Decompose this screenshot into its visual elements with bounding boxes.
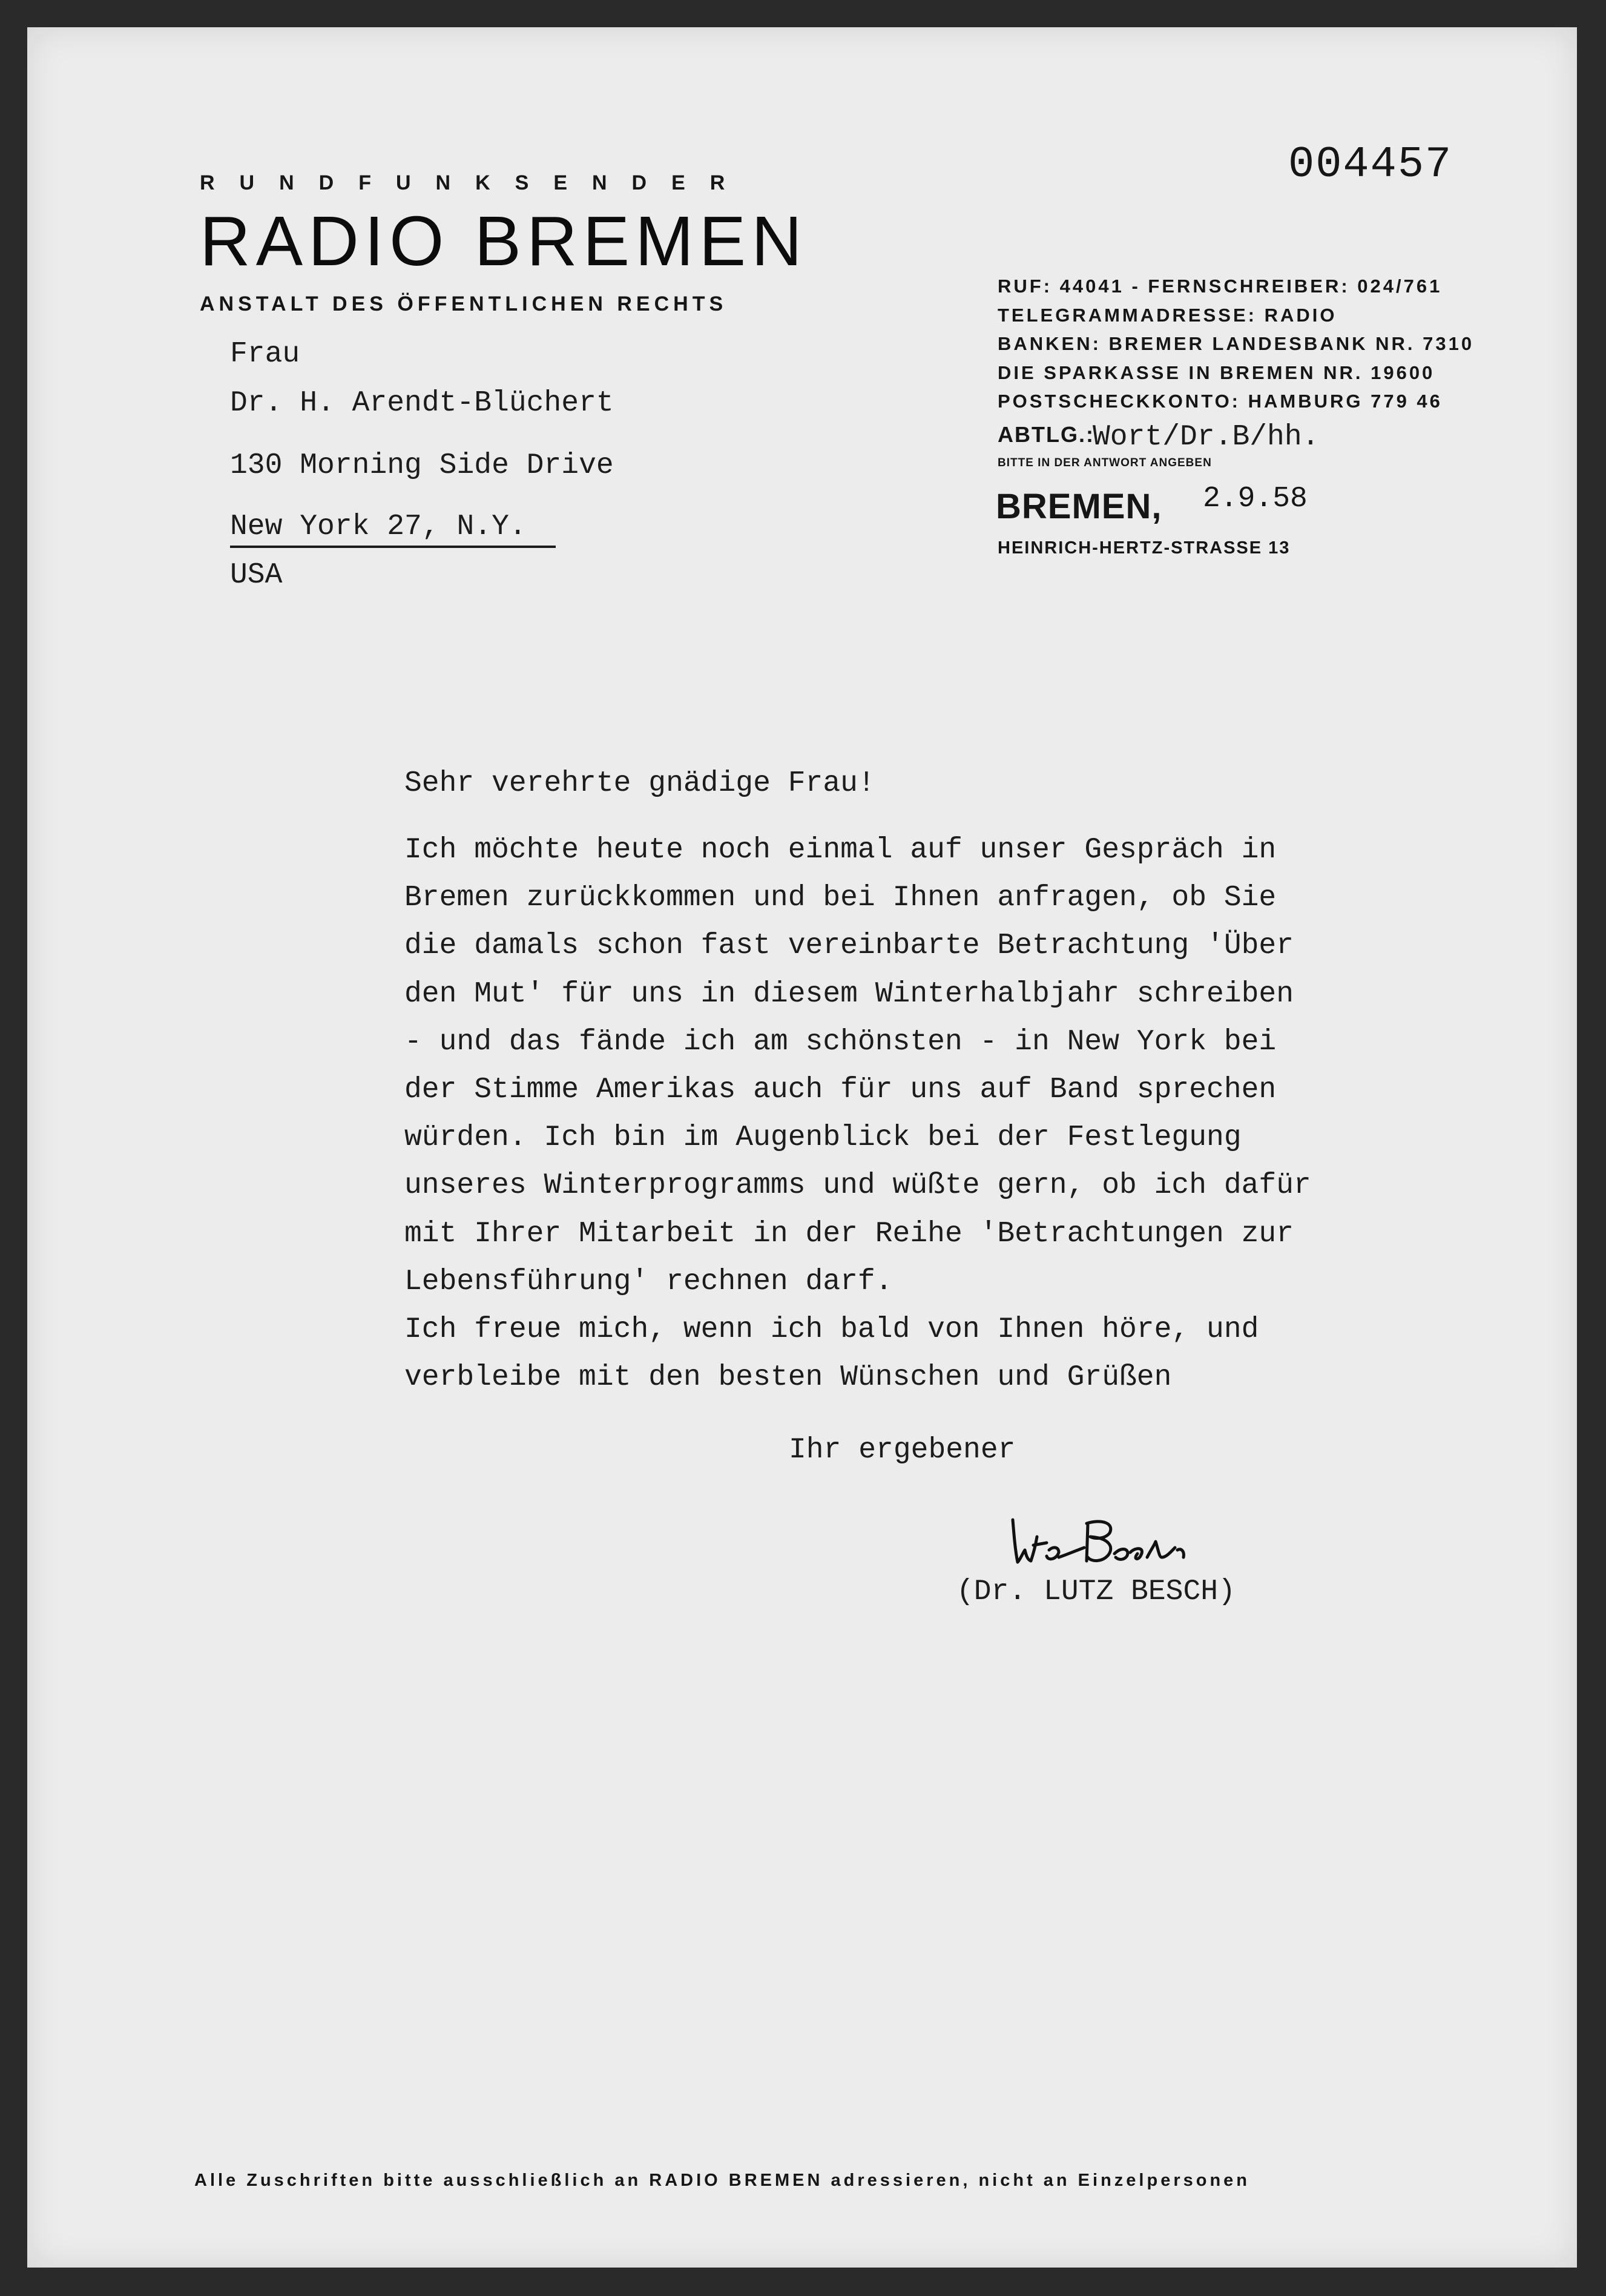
contact-telegram: TELEGRAMMADRESSE: RADIO: [998, 305, 1337, 326]
closing: Ihr ergebener: [789, 1434, 1016, 1466]
letterhead-name: RADIO BREMEN: [200, 202, 808, 280]
document-number: 004457: [1288, 140, 1453, 190]
contact-bank-1: BANKEN: BREMER LANDESBANK NR. 7310: [998, 333, 1475, 354]
letterhead-top-line: RUNDFUNKSENDER: [200, 171, 750, 194]
recipient-street: 130 Morning Side Drive: [230, 449, 614, 482]
sender-street: HEINRICH-HERTZ-STRASSE 13: [998, 538, 1291, 558]
recipient-name: Dr. H. Arendt-Blüchert: [230, 387, 614, 420]
recipient-country: USA: [230, 559, 283, 592]
recipient-title: Frau: [230, 338, 300, 371]
footer-notice: Alle Zuschriften bitte ausschließlich an RADIO BREMEN adressieren, nicht an Einzelpersonen: [194, 2171, 1251, 2190]
handwritten-signature: [996, 1502, 1250, 1574]
recipient-city: New York 27, N.Y.: [230, 510, 527, 543]
recipient-city-underline: [230, 546, 556, 548]
contact-phone-telex: RUF: 44041 - FERNSCHREIBER: 024/761: [998, 275, 1443, 297]
contact-postal-account: POSTSCHECKKONTO: HAMBURG 779 46: [998, 391, 1443, 412]
department-note: BITTE IN DER ANTWORT ANGEBEN: [998, 457, 1212, 469]
salutation: Sehr verehrte gnädige Frau!: [404, 767, 875, 800]
sender-city: BREMEN,: [996, 487, 1162, 526]
letter-page: [27, 27, 1577, 2268]
letter-body: Ich möchte heute noch einmal auf unser Gespräch in Bremen zurückkommen und bei Ihnen anfragen, ob Sie die damals schon fast vereinbarte Betrachtung 'Über den Mut' für uns in diesem Winterhalbjahr schreiben - und das fände ich am schönsten - in New York bei der Stimme Amerikas auch für uns auf Band sprechen würden. Ich bin im Augenblick bei der Festlegung unseres Winterprogramms und wüßte gern, ob ich dafür mit Ihrer Mitarbeit in der Reihe 'Betrachtungen zur Lebensführung' rechnen darf. Ich freue mich, wenn ich bald von Ihnen höre, und verbleibe mit den besten Wünschen und Grüßen: [404, 834, 1311, 1394]
letter-date: 2.9.58: [1203, 483, 1308, 515]
department-label: ABTLG.:: [998, 422, 1094, 447]
typed-signature: (Dr. LUTZ BESCH): [956, 1575, 1236, 1608]
department-reference: Wort/Dr.B/hh.: [1093, 421, 1320, 454]
letterhead-subtitle: ANSTALT DES ÖFFENTLICHEN RECHTS: [200, 292, 728, 315]
contact-bank-2: DIE SPARKASSE IN BREMEN NR. 19600: [998, 362, 1435, 383]
